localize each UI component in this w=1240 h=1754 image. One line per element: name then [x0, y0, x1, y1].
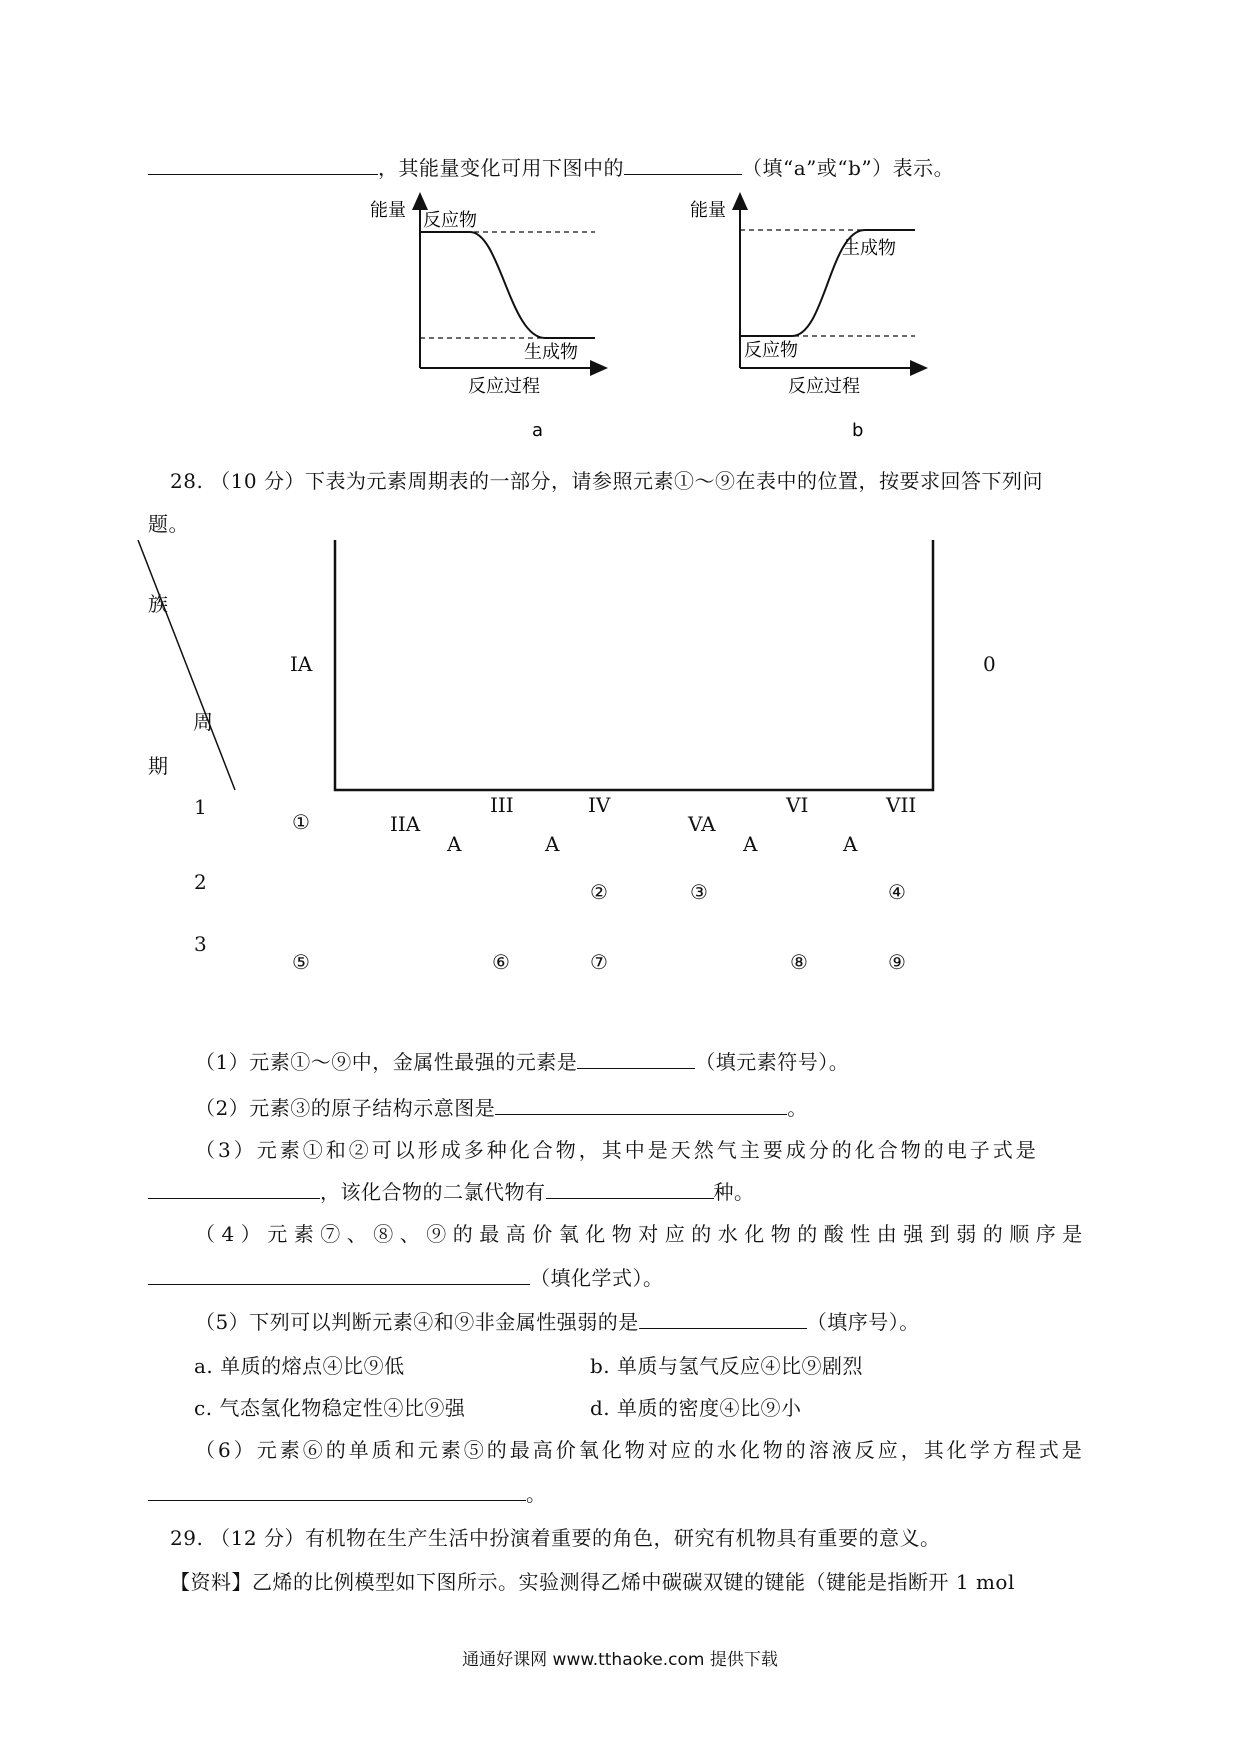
answer-blank[interactable]: [148, 1176, 320, 1199]
q28-line1: 28. （10 分）下表为元素周期表的一部分，请参照元素①～⑨在表中的位置，按要求回答下列问: [170, 469, 1043, 493]
q29-line1: 29. （12 分）有机物在生产生活中扮演着重要的角色，研究有机物具有重要的意义。: [170, 1526, 941, 1550]
group-label-0: 0: [983, 652, 996, 676]
caption: a: [532, 420, 544, 440]
question-6-line1: （6）元素⑥的单质和元素⑤的最高价氧化物对应的水化物的溶液反应，其化学方程式是: [195, 1438, 1085, 1462]
answer-blank[interactable]: [148, 152, 378, 175]
periodic-table-lines: [120, 540, 1120, 820]
period-label-2: 2: [194, 870, 207, 894]
option-d[interactable]: d. 单质的密度④比⑨小: [590, 1396, 802, 1420]
element-2: ②: [590, 880, 608, 904]
answer-blank[interactable]: [624, 152, 742, 175]
x-axis-label: 反应过程: [468, 376, 540, 397]
option-a[interactable]: a. 单质的熔点④比⑨低: [194, 1354, 405, 1378]
option-c[interactable]: c. 气态氢化物稳定性④比⑨强: [194, 1396, 466, 1420]
corner-zhou: 周: [193, 710, 213, 734]
group-label-III-A: A: [447, 832, 462, 856]
question-4-line2: （填化学式）。: [148, 1262, 664, 1291]
question-3-line2: ，该化合物的二氯代物有 种。: [148, 1176, 755, 1205]
caption: b: [852, 420, 864, 440]
group-label-IIA: IIA: [390, 812, 421, 836]
intro-line: ，其能量变化可用下图中的 （填“a”或“b”）表示。: [148, 152, 954, 181]
group-label-VII: VII: [886, 793, 917, 817]
question-2: （2）元素③的原子结构示意图是 。: [195, 1092, 808, 1121]
element-3: ③: [690, 880, 708, 904]
option-b[interactable]: b. 单质与氢气反应④比⑨剧烈: [590, 1354, 864, 1378]
group-label-III: III: [490, 793, 514, 817]
element-1: ①: [292, 810, 310, 834]
energy-diagram-a: [360, 190, 620, 440]
energy-curve: [420, 232, 595, 338]
group-label-VII-A: A: [843, 832, 858, 856]
element-4: ④: [888, 880, 906, 904]
group-label-VI: VI: [786, 793, 809, 817]
element-8: ⑧: [790, 950, 808, 974]
answer-blank[interactable]: [148, 1478, 526, 1501]
answer-blank[interactable]: [639, 1306, 807, 1329]
answer-blank[interactable]: [495, 1092, 787, 1115]
x-axis-label: 反应过程: [788, 376, 860, 397]
group-label-IV: IV: [588, 793, 611, 817]
group-label-IA: IA: [290, 652, 313, 676]
period-label-1: 1: [194, 795, 207, 819]
energy-diagram-b: [680, 190, 940, 440]
q28-line2: 题。: [148, 512, 189, 536]
question-1: （1）元素①～⑨中，金属性最强的元素是 （填元素符号）。: [195, 1046, 849, 1075]
element-9: ⑨: [888, 950, 906, 974]
element-5: ⑤: [292, 950, 310, 974]
top-label: 生成物: [842, 238, 896, 259]
page-footer: 通通好课网 www.tthaoke.com 提供下载: [462, 1650, 778, 1670]
answer-blank[interactable]: [546, 1176, 714, 1199]
question-5: （5）下列可以判断元素④和⑨非金属性强弱的是 （填序号）。: [195, 1306, 920, 1335]
top-label: 反应物: [423, 210, 477, 231]
answer-blank[interactable]: [577, 1046, 695, 1069]
y-axis-label: 能量: [370, 200, 406, 221]
element-6: ⑥: [492, 950, 510, 974]
answer-blank[interactable]: [148, 1262, 530, 1285]
table-frame: [335, 540, 933, 790]
question-6-line2: 。: [148, 1478, 547, 1507]
question-4-line1: （4）元素⑦、⑧、⑨的最高价氧化物对应的水化物的酸性由强到弱的顺序是: [195, 1222, 1089, 1246]
element-7: ⑦: [590, 950, 608, 974]
q29-line2: 【资料】乙烯的比例模型如下图所示。实验测得乙烯中碳碳双键的键能（键能是指断开 1 mol: [170, 1570, 1015, 1594]
group-label-VI-A: A: [743, 832, 758, 856]
period-label-3: 3: [194, 932, 207, 956]
y-axis-label: 能量: [690, 200, 726, 221]
bottom-label: 反应物: [744, 340, 798, 361]
group-label-VA: VA: [688, 812, 716, 836]
question-3-line1: （3）元素①和②可以形成多种化合物，其中是天然气主要成分的化合物的电子式是: [195, 1138, 1039, 1162]
corner-zu: 族: [148, 592, 168, 616]
group-label-IV-A: A: [545, 832, 560, 856]
bottom-label: 生成物: [524, 342, 578, 363]
corner-qi: 期: [148, 754, 168, 778]
